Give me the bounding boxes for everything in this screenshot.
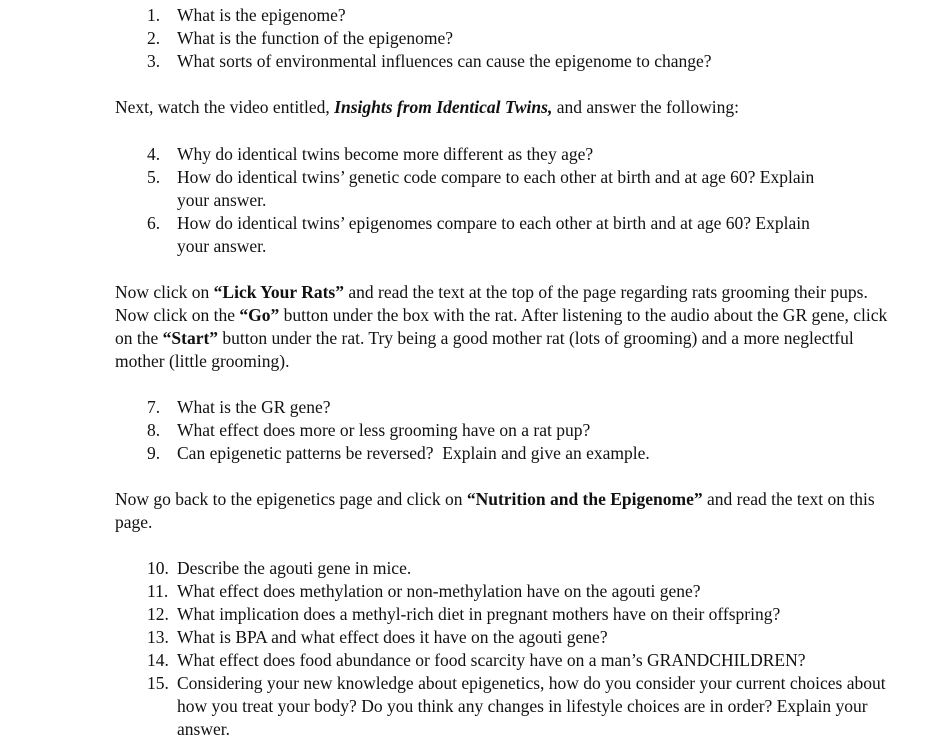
question-number: 8. (147, 420, 161, 440)
question-number: 1. (147, 5, 161, 25)
link-nutrition-epigenome: “Nutrition and the Epigenome” (466, 489, 703, 509)
question-item (147, 166, 927, 212)
question-item (147, 580, 907, 603)
question-text: What implication does a methyl-rich diet in pregnant mothers have on their offspring? (177, 604, 781, 624)
question-number: 15. (147, 673, 169, 693)
instruction-lick-your-rats (115, 281, 905, 373)
question-item (147, 143, 927, 166)
question-item (147, 50, 927, 73)
question-text: What is the epigenome? (177, 5, 346, 25)
question-text: Why do identical twins become more different as they age? (177, 144, 594, 164)
question-item (147, 649, 907, 672)
video-title: Insights from Identical Twins, (334, 97, 553, 117)
link-lick-your-rats: “Lick Your Rats” (213, 282, 344, 302)
instruction-text: Now go back to the epigenetics page and click on (115, 489, 467, 509)
question-item (147, 442, 927, 465)
question-number: 7. (147, 397, 161, 417)
question-number: 2. (147, 28, 161, 48)
instruction-twins-video (115, 96, 905, 119)
question-text: What effect does more or less grooming have on a rat pup? (177, 420, 591, 440)
question-text: What is BPA and what effect does it have on the agouti gene? (177, 627, 608, 647)
question-item (147, 4, 927, 27)
question-text: What sorts of environmental influences can cause the epigenome to change? (177, 51, 712, 71)
question-number: 12. (147, 604, 169, 624)
question-item (147, 672, 907, 741)
question-number: 3. (147, 51, 161, 71)
instruction-text: and read the text on this page. (115, 489, 875, 532)
question-number: 9. (147, 443, 161, 463)
question-text: What effect does food abundance or food scarcity have on a man’s GRANDCHILDREN? (177, 650, 806, 670)
question-number: 6. (147, 213, 161, 233)
question-text: Considering your new knowledge about epigenetics, how do you consider your current choices about how you treat your body? Do you think any changes in lifestyle choices are in order? Explain your answer. (177, 673, 886, 739)
question-item (147, 419, 927, 442)
question-item (147, 212, 927, 258)
question-text: Can epigenetic patterns be reversed? Explain and give an example. (177, 443, 650, 463)
question-text: What is the GR gene? (177, 397, 331, 417)
question-text: How do identical twins’ epigenomes compare to each other at birth and at age 60? Explain your answer. (177, 213, 810, 256)
go-button-label: “Go” (239, 305, 280, 325)
instruction-text: Next, watch the video entitled, (115, 97, 335, 117)
start-button-label: “Start” (162, 328, 219, 348)
question-item (147, 603, 907, 626)
question-list-epigenome (147, 4, 927, 73)
question-number: 14. (147, 650, 169, 670)
instruction-nutrition (115, 488, 905, 534)
question-text: How do identical twins’ genetic code compare to each other at birth and at age 60? Explain your answer. (177, 167, 815, 210)
instruction-text: and answer the following: (552, 97, 739, 117)
question-text: Describe the agouti gene in mice. (177, 558, 412, 578)
question-item (147, 626, 907, 649)
question-item (147, 396, 927, 419)
question-list-twins (147, 143, 927, 258)
question-number: 10. (147, 558, 169, 578)
question-number: 5. (147, 167, 161, 187)
question-list-nutrition (147, 557, 907, 741)
instruction-text: button under the box with the rat. After listening to the audio about the GR gene, click on the (115, 305, 888, 348)
question-number: 11. (147, 581, 169, 601)
question-text: What effect does methylation or non-methylation have on the agouti gene? (177, 581, 701, 601)
question-item (147, 557, 907, 580)
question-item (147, 27, 927, 50)
question-list-rats (147, 396, 927, 465)
instruction-text: and read the text at the top of the page regarding rats grooming their pups. Now click on the (115, 282, 868, 325)
question-number: 13. (147, 627, 169, 647)
question-text: What is the function of the epigenome? (177, 28, 454, 48)
instruction-text: Now click on (115, 282, 214, 302)
question-number: 4. (147, 144, 161, 164)
instruction-text: button under the rat. Try being a good mother rat (lots of grooming) and a more neglectful mother (little grooming). (115, 328, 854, 371)
